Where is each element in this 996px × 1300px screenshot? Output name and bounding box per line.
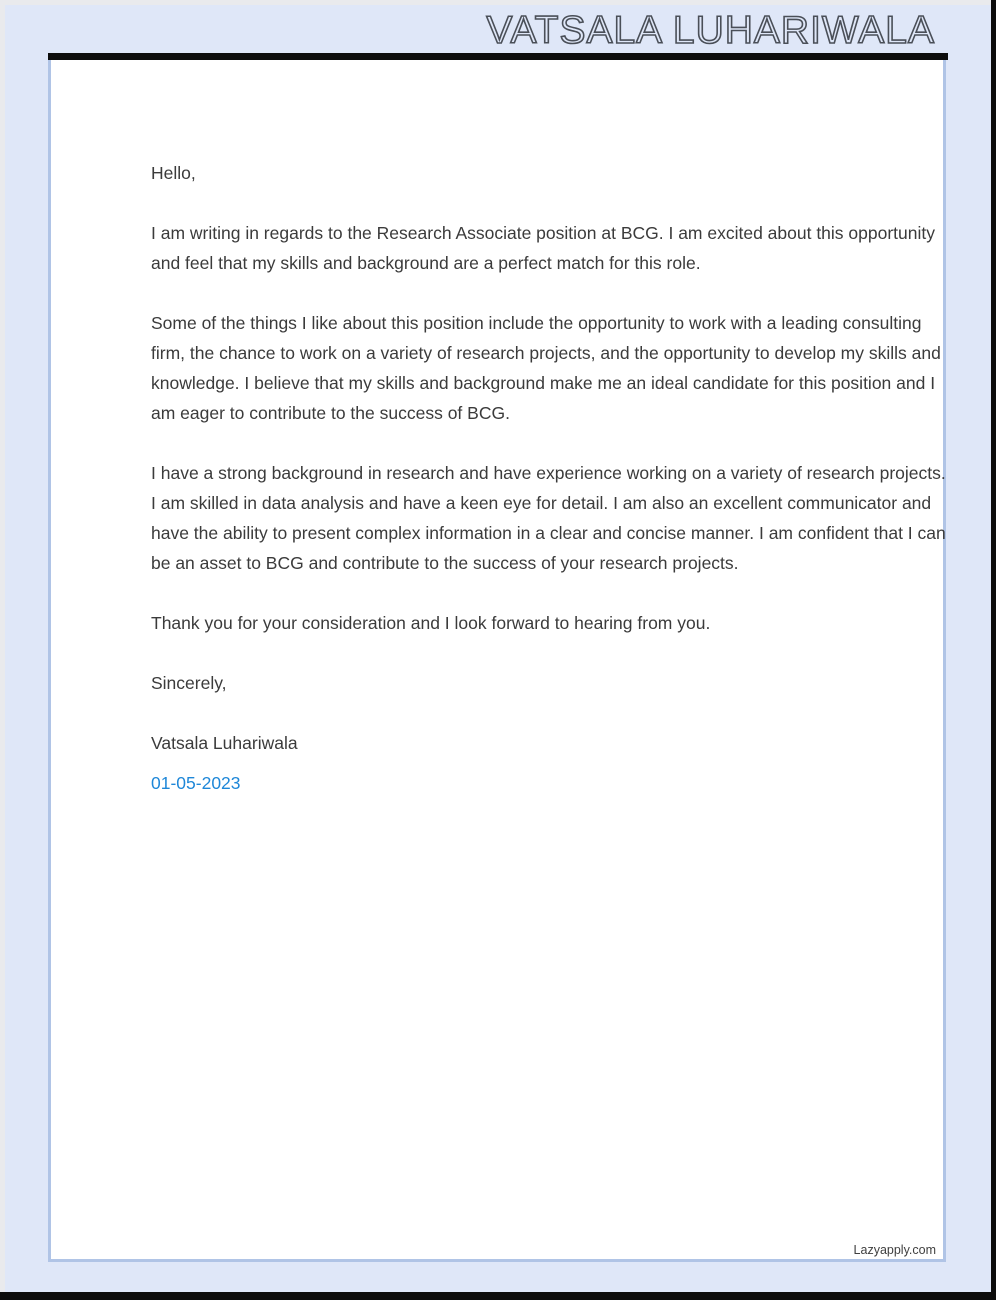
window-edge-bottom bbox=[0, 1292, 996, 1300]
window-edge-right bbox=[991, 0, 996, 1300]
window-edge-top bbox=[0, 0, 996, 5]
greeting: Hello, bbox=[151, 163, 196, 183]
letter-body bbox=[151, 158, 947, 798]
window-edge-left bbox=[0, 0, 5, 1292]
paragraph-3: I have a strong background in research and have experience working on a variety of research projects. I am skilled in data analysis and have a keen eye for detail. I am also an excellent communicator and have the ability to present complex information in a clear and concise manner. I am confident that I can be an asset to BCG and contribute to the success of your research projects. bbox=[151, 463, 946, 573]
signature-name: Vatsala Luhariwala bbox=[151, 733, 298, 753]
paragraph-2: Some of the things I like about this position include the opportunity to work with a leading consulting firm, the chance to work on a variety of research projects, and the opportunity to develop my skills and knowledge. I believe that my skills and background make me an ideal candidate for this position and I am eager to contribute to the success of BCG. bbox=[151, 313, 941, 423]
paragraph-thanks: Thank you for your consideration and I look forward to hearing from you. bbox=[151, 613, 711, 633]
header-divider-bar bbox=[48, 53, 948, 60]
header-name: VATSALA LUHARIWALA bbox=[486, 9, 935, 52]
paragraph-1: I am writing in regards to the Research Associate position at BCG. I am excited about this opportunity and feel that my skills and background are a perfect match for this role. bbox=[151, 223, 936, 273]
letter-page bbox=[48, 60, 946, 1262]
letter-date: 01-05-2023 bbox=[151, 773, 241, 793]
closing: Sincerely, bbox=[151, 673, 227, 693]
watermark-text: Lazyapply.com bbox=[853, 1243, 936, 1257]
